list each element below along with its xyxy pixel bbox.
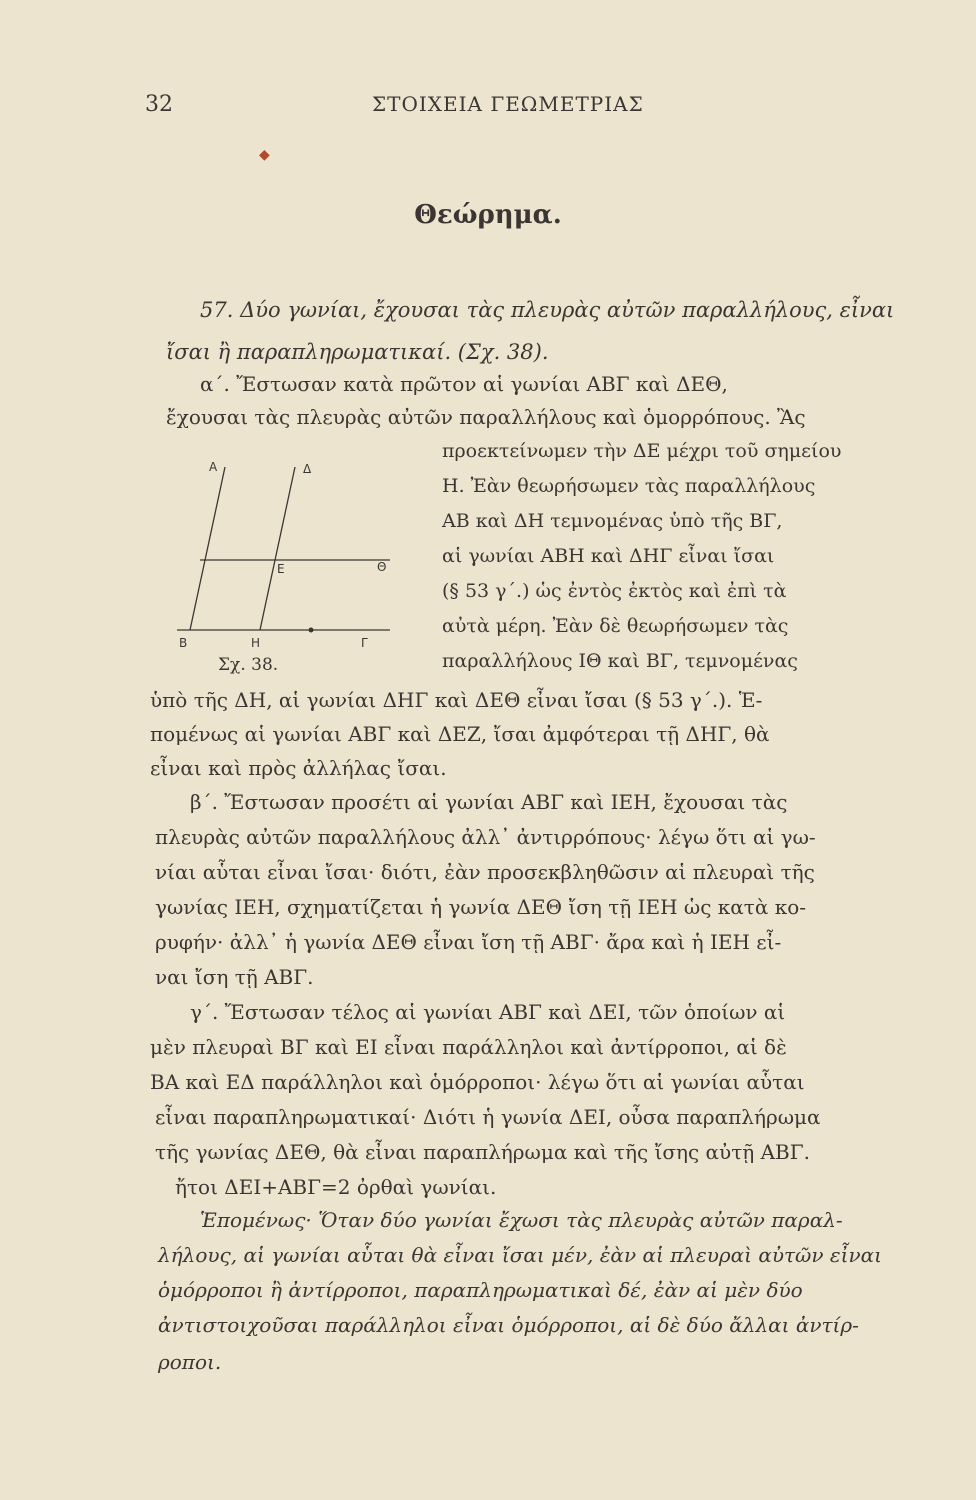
text-line: πομένως αἱ γωνίαι ΑΒΓ καὶ ΔΕΖ, ἴσαι ἀμφότεραι τῇ ΔΗΓ, θὰ [150, 722, 770, 746]
text-line: α΄. Ἔστωσαν κατὰ πρῶτον αἱ γωνίαι ΑΒΓ καὶ ΔΕΘ, [200, 372, 728, 396]
label-Theta: Θ [377, 560, 387, 574]
text-line: 57. Δύο γωνίαι, ἔχουσαι τὰς πλευρὰς αὐτῶν παραλλήλους, εἶναι [200, 298, 895, 322]
line-HD [260, 467, 295, 630]
text-line: μὲν πλευραὶ ΒΓ καὶ ΕΙ εἶναι παράλληλοι καὶ ἀντίρροποι, αἱ δὲ [150, 1035, 787, 1059]
text-line: αἱ γωνίαι ΑΒΗ καὶ ΔΗΓ εἶναι ἴσαι [442, 545, 775, 567]
text-line: ὁμόρροποι ἢ ἀντίρροποι, παραπληρωματικαὶ δέ, ἐὰν αἱ μὲν δύο [158, 1278, 803, 1302]
label-G: Γ [361, 636, 368, 650]
text-line: Ἑπομένως· Ὅταν δύο γωνίαι ἔχωσι τὰς πλευρὰς αὐτῶν παραλ- [200, 1208, 843, 1232]
page-number: 32 [145, 92, 173, 117]
geometry-figure [165, 455, 415, 685]
text-line: ἀντιστοιχοῦσαι παράλληλοι εἶναι ὁμόρροποι, αἱ δὲ δύο ἄλλαι ἀντίρ- [158, 1313, 859, 1337]
label-H: Η [251, 636, 261, 650]
text-line: γωνίας ΙΕΗ, σχηματίζεται ἡ γωνία ΔΕΘ ἴση τῇ ΙΕΗ ὡς κατὰ κο- [155, 895, 807, 919]
text-line: ΒΑ καὶ ΕΔ παράλληλοι καὶ ὁμόρροποι· λέγω ὅτι αἱ γωνίαι αὗται [150, 1070, 805, 1094]
line-BA [190, 467, 225, 630]
text-line: παραλλήλους ΙΘ καὶ ΒΓ, τεμνομένας [442, 650, 798, 672]
label-E: Ε [277, 562, 285, 576]
theorem-heading: Θεώρημα. [414, 200, 562, 230]
text-line: (§ 53 γ΄.) ὡς ἐντὸς ἐκτὸς καὶ ἐπὶ τὰ [442, 580, 787, 602]
text-line: Η. Ἐὰν θεωρήσωμεν τὰς παραλλήλους [442, 475, 816, 497]
text-line: ρυφήν· ἀλλ᾽ ἡ γωνία ΔΕΘ εἶναι ἴση τῇ ΑΒΓ· ἄρα καὶ ἡ ΙΕΗ εἶ- [155, 930, 782, 954]
text-line: τῆς γωνίας ΔΕΘ, θὰ εἶναι παραπλήρωμα καὶ τῆς ἴσης αὐτῇ ΑΒΓ. [155, 1140, 810, 1164]
ink-mark: ◆ [259, 147, 270, 163]
text-line: λήλους, αἱ γωνίαι αὗται θὰ εἶναι ἴσαι μέν, ἐὰν αἱ πλευραὶ αὐτῶν εἶναι [158, 1243, 882, 1267]
text-line: ὑπὸ τῆς ΔΗ, αἱ γωνίαι ΔΗΓ καὶ ΔΕΘ εἶναι ἴσαι (§ 53 γ΄.). Ἑ- [150, 688, 763, 712]
text-line: νίαι αὗται εἶναι ἴσαι· διότι, ἐὰν προσεκβληθῶσιν αἱ πλευραὶ τῆς [155, 860, 815, 884]
text-line: ΑΒ καὶ ΔΗ τεμνομένας ὑπὸ τῆς ΒΓ, [442, 510, 783, 532]
text-line: εἶναι καὶ πρὸς ἀλλήλας ἴσαι. [150, 756, 447, 780]
running-title: ΣΤΟΙΧΕΙΑ ΓΕΩΜΕΤΡΙΑΣ [372, 92, 644, 116]
text-line: γ΄. Ἔστωσαν τέλος αἱ γωνίαι ΑΒΓ καὶ ΔΕΙ, τῶν ὁποίων αἱ [190, 1000, 786, 1024]
text-line: β΄. Ἔστωσαν προσέτι αἱ γωνίαι ΑΒΓ καὶ ΙΕΗ, ἔχουσαι τὰς [190, 790, 788, 814]
text-line: προεκτείνωμεν τὴν ΔΕ μέχρι τοῦ σημείου [442, 440, 842, 462]
figure-caption: Σχ. 38. [218, 655, 279, 675]
text-line: ἤτοι ΔΕΙ+ΑΒΓ=2 ὀρθαὶ γωνίαι. [175, 1175, 497, 1199]
text-line: ροποι. [158, 1350, 222, 1374]
text-line: αὐτὰ μέρη. Ἐὰν δὲ θεωρήσωμεν τὰς [442, 615, 789, 637]
label-D: Δ [303, 462, 312, 476]
text-line: ἔχουσαι τὰς πλευρὰς αὐτῶν παραλλήλους καὶ ὁμορρόπους. Ἂς [166, 405, 806, 429]
text-line: εἶναι παραπληρωματικαί· Διότι ἡ γωνία ΔΕΙ, οὖσα παραπλήρωμα [155, 1105, 821, 1129]
text-line: ἴσαι ἢ παραπληρωματικαί. (Σχ. 38). [166, 340, 549, 364]
label-A: Α [209, 460, 218, 474]
text-line: πλευρὰς αὐτῶν παραλλήλους ἀλλ᾽ ἀντιρρόπους· λέγω ὅτι αἱ γω- [155, 825, 816, 849]
point-dot [309, 628, 314, 633]
label-B: Β [179, 636, 188, 650]
figure-drawing [165, 455, 415, 685]
text-line: ναι ἴση τῇ ΑΒΓ. [155, 965, 314, 989]
